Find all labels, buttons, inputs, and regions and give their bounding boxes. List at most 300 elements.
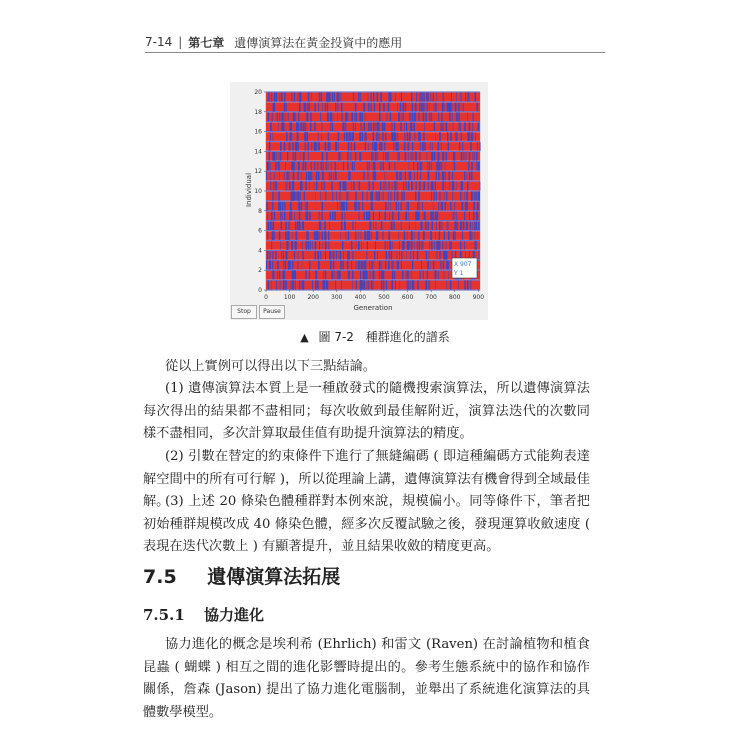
lineage-mark	[414, 172, 415, 181]
lineage-mark	[300, 202, 302, 211]
lineage-mark	[411, 241, 413, 250]
lineage-mark	[370, 122, 371, 131]
lineage-mark	[372, 192, 373, 201]
x-tick-label: 600	[401, 294, 414, 301]
lineage-mark	[321, 182, 322, 191]
lineage-mark	[341, 103, 342, 112]
lineage-mark	[318, 103, 319, 112]
lineage-mark	[272, 271, 273, 280]
lineage-mark	[446, 281, 447, 290]
lineage-mark	[408, 271, 409, 280]
lineage-mark	[358, 93, 359, 102]
lineage-mark	[474, 241, 475, 250]
lineage-mark	[294, 162, 295, 171]
lineage-mark	[359, 182, 360, 191]
lineage-mark	[438, 202, 439, 211]
lineage-mark	[470, 221, 471, 230]
lineage-mark	[366, 211, 367, 220]
lineage-mark	[369, 211, 370, 220]
lineage-mark	[319, 172, 320, 181]
lineage-mark	[344, 132, 345, 141]
lineage-mark	[472, 112, 473, 121]
lineage-mark	[442, 221, 443, 230]
lineage-mark	[469, 211, 470, 220]
lineage-mark	[315, 122, 316, 131]
lineage-mark	[268, 93, 269, 102]
lineage-mark	[452, 172, 453, 181]
lineage-mark	[451, 241, 452, 250]
lineage-mark	[356, 192, 357, 201]
lineage-mark	[422, 221, 423, 230]
lineage-mark	[360, 281, 361, 290]
lineage-mark	[347, 192, 348, 201]
lineage-mark	[272, 231, 273, 240]
lineage-mark	[368, 142, 369, 151]
lineage-mark	[455, 231, 456, 240]
lineage-mark	[299, 112, 300, 121]
lineage-mark	[276, 182, 277, 191]
lineage-mark	[416, 152, 417, 161]
lineage-mark	[371, 261, 372, 270]
lineage-mark	[364, 231, 366, 240]
lineage-mark	[391, 261, 392, 270]
lineage-mark	[297, 192, 298, 201]
lineage-mark	[415, 211, 416, 220]
lineage-mark	[403, 112, 404, 121]
lineage-mark	[438, 172, 439, 181]
lineage-mark	[362, 112, 363, 121]
lineage-mark	[411, 182, 413, 191]
lineage-mark	[381, 93, 382, 102]
lineage-mark	[480, 182, 481, 191]
lineage-mark	[336, 142, 338, 151]
lineage-mark	[306, 172, 307, 181]
lineage-mark	[404, 231, 406, 240]
lineage-mark	[309, 271, 310, 280]
lineage-mark	[328, 241, 329, 250]
pause-button[interactable]: Pause	[259, 305, 285, 319]
lineage-mark	[321, 231, 323, 240]
lineage-mark	[392, 271, 394, 280]
lineage-mark	[296, 192, 297, 201]
lineage-mark	[346, 132, 347, 141]
lineage-mark	[309, 211, 311, 220]
lineage-mark	[302, 182, 303, 191]
lineage-mark	[434, 241, 435, 250]
lineage-mark	[393, 211, 394, 220]
x-tick-label: 400	[354, 294, 367, 301]
lineage-mark	[407, 241, 409, 250]
lineage-mark	[478, 251, 479, 260]
lineage-mark	[271, 211, 272, 220]
lineage-mark	[467, 112, 468, 121]
lineage-mark	[356, 152, 357, 161]
lineage-mark	[475, 241, 477, 250]
lineage-mark	[391, 251, 392, 260]
lineage-mark	[398, 261, 399, 270]
lineage-mark	[475, 231, 476, 240]
y-tick-label: 8	[258, 207, 262, 215]
lineage-mark	[285, 112, 286, 121]
lineage-mark	[291, 211, 292, 220]
lineage-mark	[341, 93, 342, 102]
lineage-mark	[385, 202, 386, 211]
lineage-mark	[412, 142, 413, 151]
lineage-mark	[364, 271, 365, 280]
lineage-mark	[449, 112, 451, 121]
lineage-mark	[370, 221, 372, 230]
subsection-heading	[143, 604, 264, 625]
lineage-mark	[277, 271, 278, 280]
section-title: 遺傳演算法拓展	[207, 566, 341, 588]
lineage-mark	[362, 202, 363, 211]
lineage-mark	[446, 192, 447, 201]
lineage-mark	[285, 281, 287, 290]
lineage-mark	[316, 142, 317, 151]
lineage-mark	[448, 132, 449, 141]
lineage-mark	[375, 241, 376, 250]
lineage-mark	[340, 202, 341, 211]
lineage-mark	[376, 192, 377, 201]
lineage-mark	[347, 152, 348, 161]
lineage-mark	[464, 281, 466, 290]
lineage-mark	[387, 241, 388, 250]
lineage-mark	[344, 221, 345, 230]
y-tick-label: 14	[254, 148, 262, 156]
lineage-mark	[353, 93, 354, 102]
lineage-mark	[292, 281, 293, 290]
lineage-mark	[468, 93, 469, 102]
lineage-mark	[449, 103, 451, 112]
lineage-mark	[428, 172, 429, 181]
lineage-mark	[377, 93, 378, 102]
lineage-mark	[350, 172, 351, 181]
lineage-mark	[318, 261, 319, 270]
lineage-mark	[275, 251, 276, 260]
lineage-mark	[372, 202, 373, 211]
y-tick-label: 4	[258, 247, 262, 255]
lineage-mark	[278, 162, 280, 171]
lineage-mark	[453, 211, 454, 220]
lineage-mark	[461, 132, 462, 141]
lineage-mark	[424, 211, 426, 220]
lineage-mark	[337, 202, 338, 211]
lineage-mark	[369, 162, 370, 171]
lineage-mark	[436, 221, 437, 230]
lineage-mark	[412, 261, 413, 270]
lineage-mark	[468, 132, 469, 141]
lineage-mark	[332, 93, 333, 102]
lineage-mark	[426, 103, 427, 112]
lineage-mark	[401, 122, 402, 131]
lineage-mark	[403, 192, 404, 201]
lineage-mark	[327, 281, 328, 290]
lineage-mark	[351, 182, 352, 191]
lineage-mark	[462, 231, 463, 240]
lineage-mark	[445, 172, 446, 181]
lineage-mark	[268, 112, 269, 121]
lineage-chart	[230, 82, 488, 320]
lineage-mark	[325, 241, 327, 250]
lineage-mark	[373, 93, 374, 102]
lineage-mark	[298, 192, 299, 201]
lineage-mark	[278, 261, 279, 270]
lineage-mark	[383, 103, 385, 112]
lineage-mark	[319, 261, 320, 270]
lineage-mark	[328, 132, 329, 141]
lineage-mark	[370, 93, 371, 102]
lineage-mark	[428, 182, 429, 191]
lineage-mark	[294, 93, 295, 102]
lineage-mark	[328, 162, 329, 171]
lineage-mark	[479, 162, 480, 171]
running-header	[145, 30, 605, 54]
lineage-mark	[315, 271, 316, 280]
lineage-mark	[291, 132, 292, 141]
caption-label: 圖 7-2	[318, 330, 354, 344]
lineage-mark	[278, 192, 279, 201]
lineage-mark	[302, 281, 304, 290]
lineage-mark	[469, 122, 470, 131]
lineage-mark	[389, 162, 390, 171]
lineage-mark	[409, 221, 410, 230]
stop-button[interactable]: Stop	[231, 305, 257, 319]
lineage-mark	[319, 241, 320, 250]
lineage-mark	[364, 211, 365, 220]
lineage-mark	[294, 271, 295, 280]
lineage-mark	[274, 172, 275, 181]
lineage-mark	[408, 142, 410, 151]
lineage-mark	[400, 281, 401, 290]
lineage-mark	[383, 281, 384, 290]
lineage-mark	[429, 241, 430, 250]
lineage-mark	[378, 231, 379, 240]
lineage-mark	[420, 162, 421, 171]
lineage-mark	[429, 251, 430, 260]
lineage-mark	[422, 103, 423, 112]
lineage-mark	[316, 182, 317, 191]
lineage-mark	[382, 162, 383, 171]
lineage-mark	[375, 142, 376, 151]
lineage-mark	[325, 251, 326, 260]
y-axis-label: Individual	[245, 172, 253, 208]
lineage-mark	[292, 271, 294, 280]
lineage-mark	[287, 152, 288, 161]
lineage-mark	[426, 221, 427, 230]
lineage-mark	[413, 162, 414, 171]
lineage-mark	[388, 231, 390, 240]
lineage-mark	[340, 251, 341, 260]
lineage-mark	[347, 162, 348, 171]
lineage-mark	[425, 221, 426, 230]
lineage-mark	[371, 202, 372, 211]
lineage-mark	[300, 192, 301, 201]
lineage-mark	[390, 112, 391, 121]
lineage-mark	[292, 142, 294, 151]
lineage-mark	[466, 152, 467, 161]
lineage-mark	[436, 172, 437, 181]
lineage-mark	[295, 142, 296, 151]
lineage-mark	[303, 152, 304, 161]
lineage-mark	[277, 261, 278, 270]
lineage-mark	[420, 142, 421, 151]
lineage-mark	[412, 112, 413, 121]
lineage-mark	[271, 122, 272, 131]
paragraph-1: (1) 遺傳演算法本質上是一種啟發式的隨機搜索演算法，所以遺傳演算法每次得出的結果都不盡相同；每次收斂到最佳解附近，演算法迭代的次數同樣不盡相同，多次計算取最佳值有助提升演算法的精度。	[143, 381, 590, 441]
lineage-mark	[385, 152, 386, 161]
lineage-mark	[342, 202, 343, 211]
lineage-mark	[322, 122, 323, 131]
lineage-mark	[305, 142, 306, 151]
lineage-mark	[352, 281, 353, 290]
lineage-mark	[448, 231, 450, 240]
lineage-mark	[431, 112, 432, 121]
lineage-mark	[387, 112, 388, 121]
lineage-mark	[343, 182, 344, 191]
lineage-mark	[357, 202, 358, 211]
lineage-mark	[362, 281, 363, 290]
lineage-mark	[271, 241, 272, 250]
lineage-mark	[441, 202, 443, 211]
lineage-mark	[322, 152, 324, 161]
lineage-mark	[328, 231, 329, 240]
lineage-mark	[425, 142, 426, 151]
lineage-mark	[413, 122, 415, 131]
lineage-mark	[361, 281, 362, 290]
lineage-mark	[444, 231, 445, 240]
lineage-mark	[390, 202, 391, 211]
lineage-mark	[434, 182, 435, 191]
lineage-mark	[281, 93, 283, 102]
lineage-mark	[478, 122, 479, 131]
subsection-number: 7.5.1	[143, 606, 185, 624]
lineage-mark	[329, 221, 330, 230]
lineage-mark	[282, 112, 283, 121]
lineage-mark	[306, 202, 308, 211]
lineage-mark	[331, 162, 332, 171]
lineage-mark	[280, 152, 281, 161]
lineage-mark	[377, 122, 378, 131]
lineage-mark	[390, 241, 391, 250]
lineage-mark	[445, 122, 446, 131]
lineage-mark	[353, 182, 354, 191]
lineage-mark	[405, 211, 406, 220]
lineage-mark	[310, 112, 311, 121]
lineage-mark	[454, 152, 455, 161]
lineage-mark	[406, 271, 407, 280]
lineage-mark	[452, 192, 453, 201]
lineage-mark	[429, 103, 430, 112]
lineage-mark	[406, 211, 407, 220]
lineage-mark	[437, 162, 439, 171]
lineage-mark	[336, 192, 337, 201]
lineage-mark	[336, 172, 337, 181]
lineage-mark	[386, 182, 387, 191]
lineage-mark	[426, 93, 427, 102]
lineage-mark	[433, 261, 434, 270]
lineage-mark	[273, 103, 274, 112]
lineage-mark	[391, 221, 392, 230]
lineage-mark	[355, 231, 356, 240]
lineage-mark	[432, 142, 433, 151]
lineage-mark	[356, 241, 357, 250]
lineage-mark	[289, 182, 291, 191]
lineage-mark	[427, 162, 428, 171]
lineage-mark	[384, 142, 385, 151]
lineage-mark	[272, 112, 273, 121]
y-tick-label: 20	[254, 89, 262, 96]
lineage-mark	[418, 192, 420, 201]
lineage-mark	[369, 182, 370, 191]
lineage-mark	[296, 241, 297, 250]
lineage-mark	[350, 132, 352, 141]
y-tick-label: 18	[254, 108, 262, 116]
lineage-mark	[351, 152, 352, 161]
lineage-mark	[413, 251, 414, 260]
lineage-mark	[292, 261, 293, 270]
lineage-mark	[405, 152, 407, 161]
lineage-mark	[395, 132, 396, 141]
lineage-mark	[335, 162, 336, 171]
lineage-mark	[367, 162, 368, 171]
lineage-mark	[344, 202, 345, 211]
lineage-mark	[473, 112, 474, 121]
lineage-mark	[330, 261, 332, 270]
lineage-mark	[409, 112, 410, 121]
lineage-mark	[441, 202, 442, 211]
lineage-mark	[432, 211, 434, 220]
lineage-mark	[389, 251, 390, 260]
lineage-mark	[325, 231, 327, 240]
lineage-mark	[288, 172, 289, 181]
lineage-mark	[403, 182, 404, 191]
lineage-mark	[367, 231, 368, 240]
lineage-mark	[321, 162, 322, 171]
lineage-mark	[296, 142, 297, 151]
lineage-mark	[450, 281, 452, 290]
lineage-mark	[268, 281, 269, 290]
lineage-mark	[285, 162, 286, 171]
lineage-mark	[396, 202, 397, 211]
lineage-mark	[434, 192, 435, 201]
lineage-mark	[437, 241, 438, 250]
lineage-mark	[273, 202, 274, 211]
chapter-label: 第七章	[188, 35, 225, 50]
lineage-mark	[286, 172, 288, 181]
lineage-mark	[298, 142, 299, 151]
lineage-mark	[417, 251, 418, 260]
lineage-mark	[393, 132, 394, 141]
lineage-mark	[342, 241, 343, 250]
lineage-mark	[379, 192, 380, 201]
lineage-mark	[362, 261, 364, 270]
lineage-mark	[348, 271, 350, 280]
figure-caption	[0, 328, 750, 345]
lineage-mark	[286, 132, 288, 141]
lineage-mark	[471, 162, 473, 171]
lineage-mark	[308, 231, 309, 240]
lineage-mark	[379, 142, 380, 151]
lineage-mark	[399, 251, 400, 260]
lineage-mark	[284, 103, 286, 112]
lineage-mark	[383, 152, 384, 161]
lineage-mark	[338, 93, 339, 102]
lineage-mark	[372, 261, 373, 270]
lineage-mark	[294, 192, 295, 201]
lineage-mark	[355, 192, 356, 201]
lineage-mark	[354, 112, 355, 121]
lineage-mark	[448, 172, 449, 181]
